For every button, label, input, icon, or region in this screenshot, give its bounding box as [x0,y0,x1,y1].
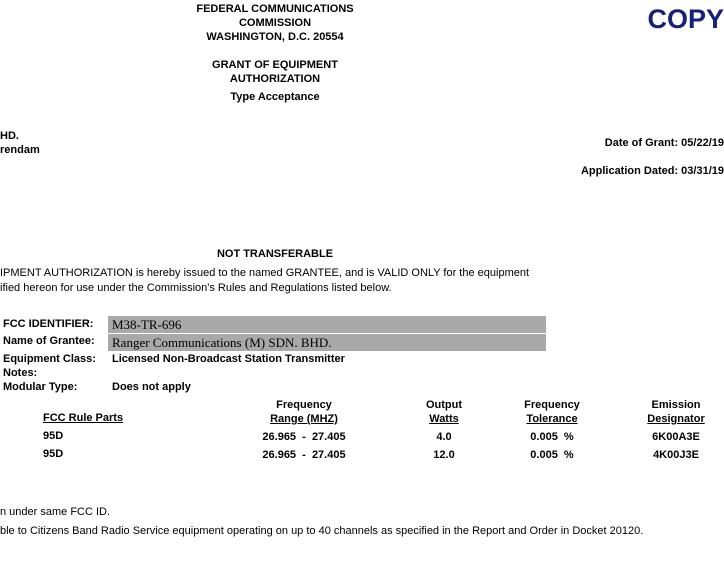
header-tolerance: Tolerance [526,413,578,425]
copy-stamp: COPY [647,4,724,34]
header-frequency-range: Range (MHZ) [270,413,338,425]
footer-line2: ble to Citizens Band Radio Service equipment operating on up to 40 channels as specified in the Report and Order in Docket 20120. [0,525,644,537]
equipment-class-value: Licensed Non-Broadcast Station Transmitter [112,353,345,365]
table-row-1-tolerance: 0.005 % [530,431,574,443]
table-row-1-range: 26.965 - 27.405 [262,431,346,443]
notes-label: Notes: [3,367,38,379]
header-frequency-range-top: Frequency [276,399,332,411]
agency-name-line1: FEDERAL COMMUNICATIONS [196,3,354,15]
table-row-2-designator: 4K00J3E [653,449,699,461]
agency-address: WASHINGTON, D.C. 20554 [206,31,344,43]
fcc-id-label: FCC IDENTIFIER: [3,318,94,330]
modular-type-value: Does not apply [112,381,191,393]
header-fcc-rule-parts: FCC Rule Parts [43,412,124,424]
grantee-address-line2: rendam [0,144,40,156]
grantee-label: Name of Grantee: [3,335,95,347]
table-row-2-range: 26.965 - 27.405 [262,449,346,461]
not-transferable-heading: NOT TRANSFERABLE [216,248,334,260]
header-output-watts: Watts [429,413,459,425]
grant-title-line1: GRANT OF EQUIPMENT [212,59,338,71]
header-tolerance-top: Frequency [524,399,580,411]
date-of-grant: Date of Grant: 05/22/19 [604,137,724,149]
footer-line1: n under same FCC ID. [0,506,111,518]
equipment-class-label: Equipment Class: [3,353,96,365]
notice-line2: ified hereon for use under the Commission's Rules and Regulations listed below. [0,282,392,294]
notice-line1: IPMENT AUTHORIZATION is hereby issued to the named GRANTEE, and is VALID ONLY for the equipment [0,267,530,279]
table-row-2-tolerance: 0.005 % [530,449,574,461]
header-output-top: Output [425,399,463,411]
table-row-2-rule: 95D [43,448,64,460]
table-row-1-designator: 6K00A3E [652,431,700,443]
header-emission-designator: Designator [647,413,705,425]
modular-type-label: Modular Type: [3,381,78,393]
table-row-2-watts: 12.0 [433,449,455,461]
grantee-value: Ranger Communications (M) SDN. BHD. [112,335,332,350]
application-date: Application Dated: 03/31/19 [580,165,724,177]
fcc-id-value: M38-TR-696 [112,317,182,332]
grant-type: Type Acceptance [230,91,320,103]
grant-title-line2: AUTHORIZATION [229,73,321,85]
table-row-1-rule: 95D [43,430,64,442]
header-emission-top: Emission [651,399,701,411]
agency-name-line2: COMMISSION [238,17,312,29]
grantee-address-line1: HD. [0,130,19,142]
table-row-1-watts: 4.0 [436,431,452,443]
